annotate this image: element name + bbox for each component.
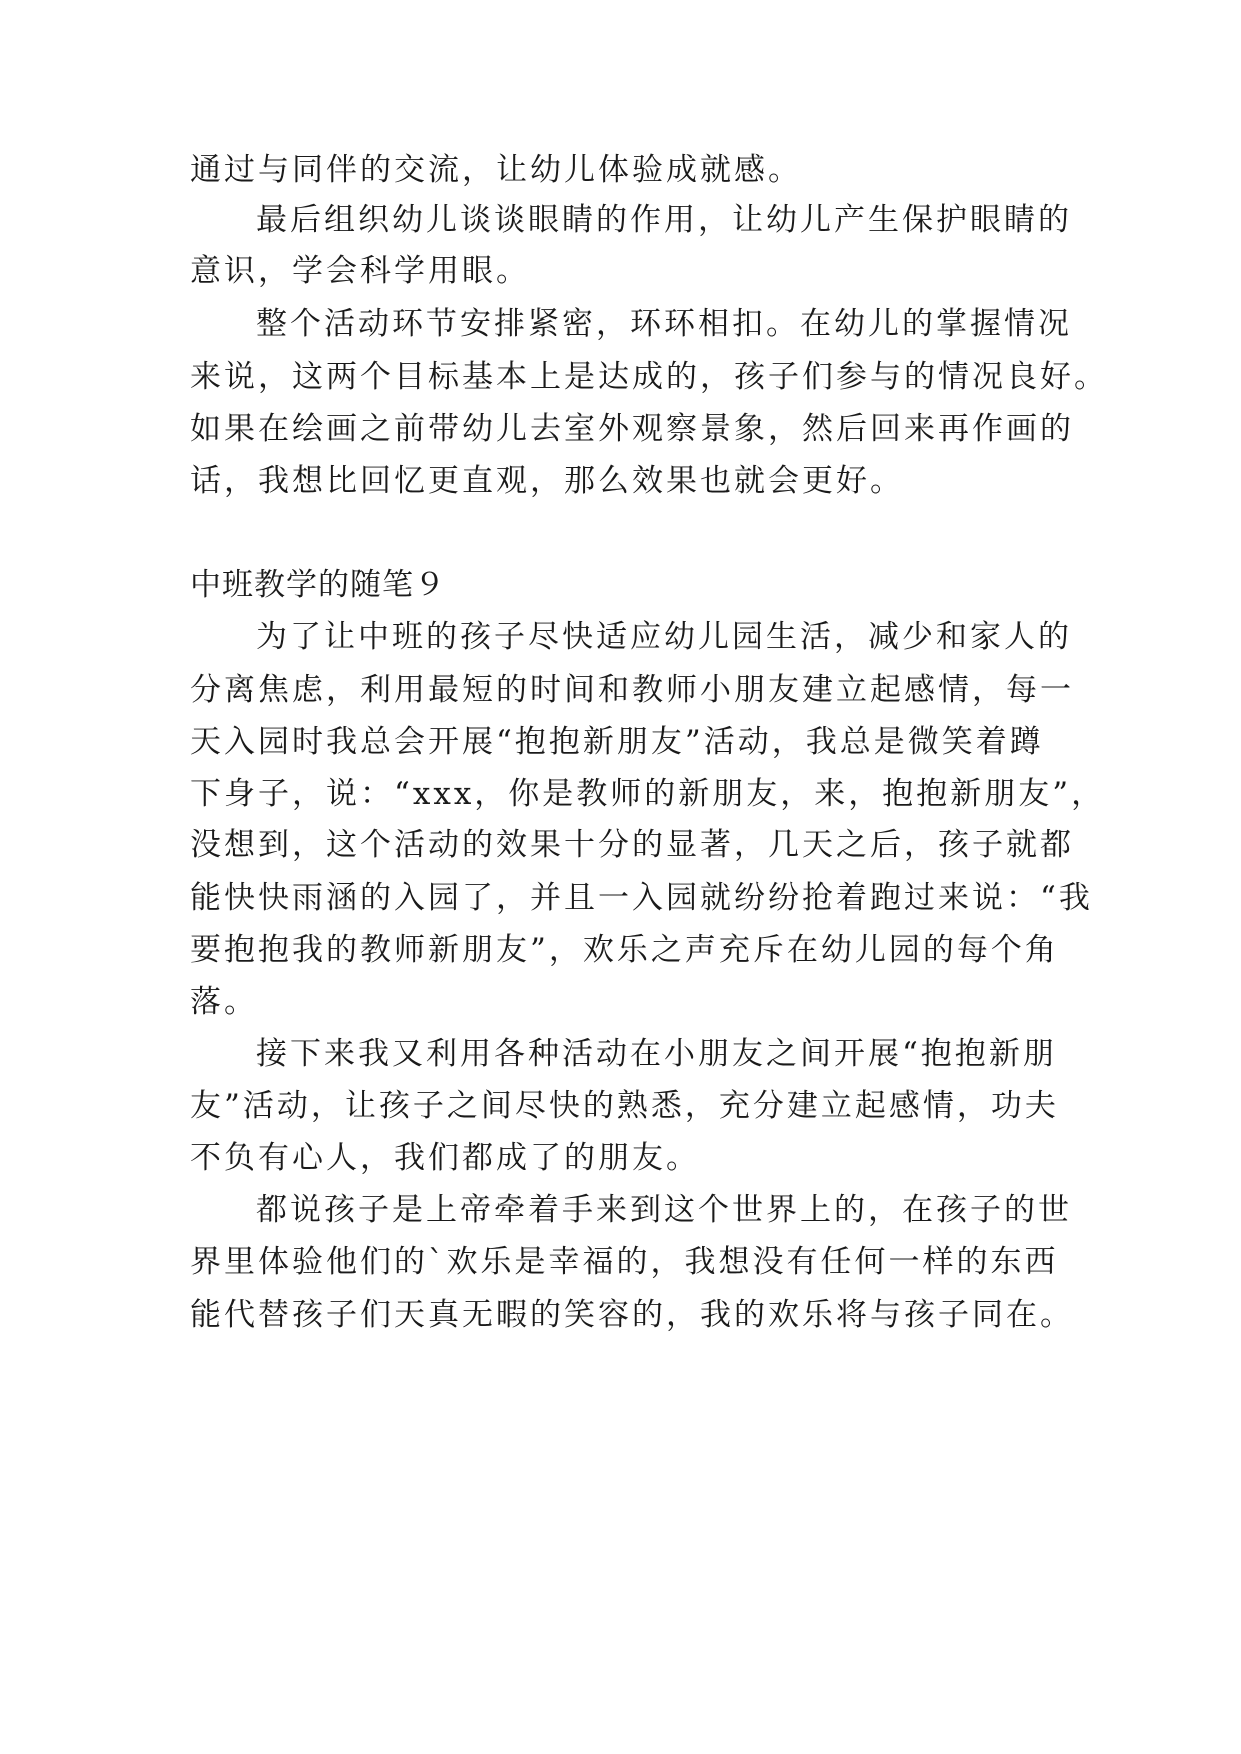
paragraph-line: 话，我想比回忆更直观，那么效果也就会更好。 <box>190 463 904 499</box>
paragraph-line: 最后组织幼儿谈谈眼睛的作用，让幼儿产生保护眼睛的 <box>256 202 1072 238</box>
paragraph-line: 通过与同伴的交流，让幼儿体验成就感。 <box>190 152 802 188</box>
paragraph-line: 要抱抱我的教师新朋友”，欢乐之声充斥在幼儿园的每个角 <box>190 932 1059 968</box>
paragraph-line: 都说孩子是上帝牵着手来到这个世界上的，在孩子的世 <box>256 1192 1072 1228</box>
paragraph-line: 能代替孩子们天真无暇的笑容的，我的欢乐将与孩子同在。 <box>190 1297 1074 1333</box>
paragraph-line: 界里体验他们的`欢乐是幸福的，我想没有任何一样的东西 <box>190 1244 1059 1280</box>
paragraph-line: 分离焦虑，利用最短的时间和教师小朋友建立起感情，每一 <box>190 672 1074 708</box>
paragraph-line: 接下来我又利用各种活动在小朋友之间开展“抱抱新朋 <box>256 1036 1057 1072</box>
paragraph-line: 为了让中班的孩子尽快适应幼儿园生活，减少和家人的 <box>256 619 1072 655</box>
paragraph-line: 没想到，这个活动的效果十分的显著，几天之后，孩子就都 <box>190 827 1074 863</box>
paragraph-line: 能快快雨涵的入园了，并且一入园就纷纷抢着跑过来说：“我 <box>190 880 1093 916</box>
paragraph-line: 不负有心人，我们都成了的朋友。 <box>190 1140 700 1176</box>
paragraph-line: 整个活动环节安排紧密，环环相扣。在幼儿的掌握情况 <box>256 306 1072 342</box>
section-title: 中班教学的随笔９ <box>190 567 446 603</box>
paragraph-line: 如果在绘画之前带幼儿去室外观察景象，然后回来再作画的 <box>190 411 1074 447</box>
paragraph-line: 天入园时我总会开展“抱抱新朋友”活动，我总是微笑着蹲 <box>190 724 1044 760</box>
paragraph-line: 友”活动，让孩子之间尽快的熟悉，充分建立起感情，功夫 <box>190 1088 1059 1124</box>
paragraph-line: 意识，学会科学用眼。 <box>190 253 530 289</box>
paragraph-line: 落。 <box>190 984 258 1020</box>
paragraph-line: 下身子，说：“xxx，你是教师的新朋友，来，抱抱新朋友”， <box>190 776 1106 812</box>
paragraph-line: 来说，这两个目标基本上是达成的，孩子们参与的情况良好。 <box>190 359 1108 395</box>
